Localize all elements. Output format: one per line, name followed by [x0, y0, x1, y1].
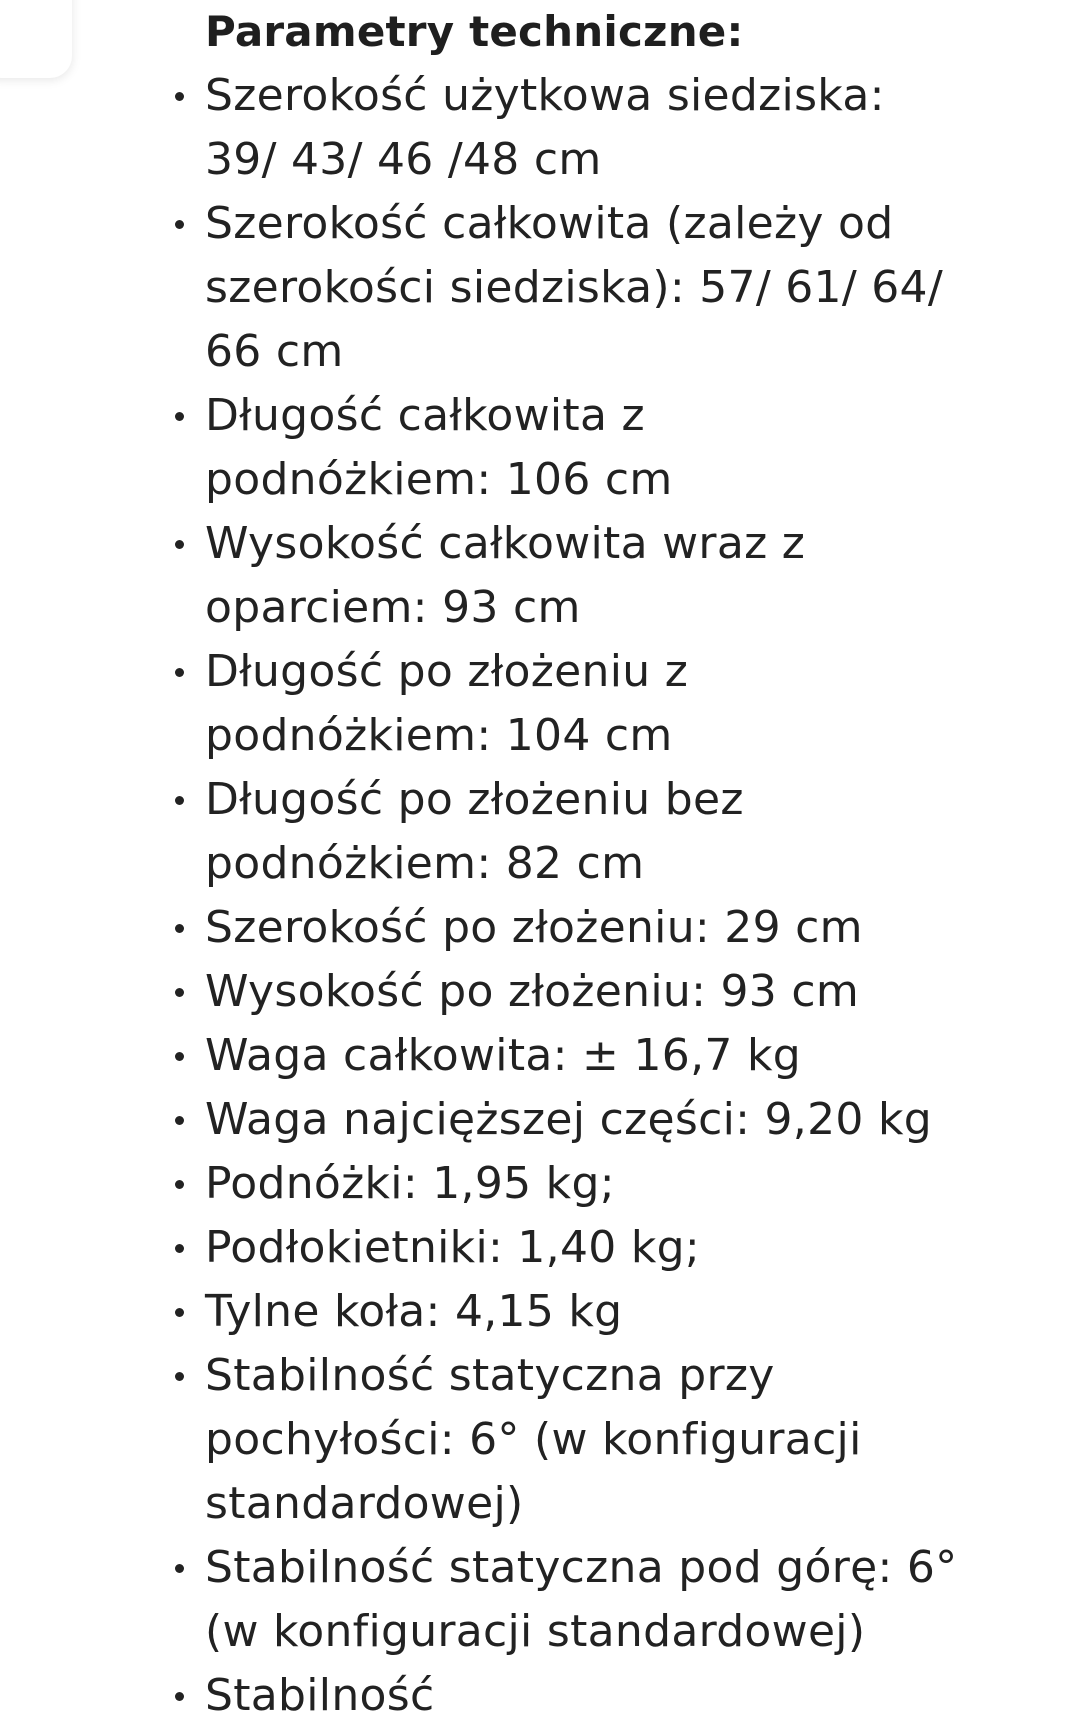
spec-text: Długość całkowita z podnóżkiem: 106 cm [205, 390, 673, 505]
spec-item [205, 960, 1065, 1024]
bullet-icon [175, 412, 184, 421]
bullet-icon [175, 540, 184, 549]
spec-text: Stabilność statyczna pod górę: 6° (w konfiguracji standardowej) [205, 1542, 958, 1657]
overflow-menu-button[interactable] [0, 0, 72, 78]
spec-item [205, 896, 1065, 960]
bullet-icon [175, 796, 184, 805]
technical-specs-section [205, 0, 1065, 1728]
spec-item [205, 1344, 1065, 1536]
spec-item [205, 192, 1065, 384]
bullet-icon [175, 220, 184, 229]
spec-text: Waga całkowita: ± 16,7 kg [205, 1030, 801, 1081]
spec-text: Waga najcięższej części: 9,20 kg [205, 1094, 932, 1145]
bullet-icon [175, 1116, 184, 1125]
spec-item [205, 1024, 1065, 1088]
spec-text: Szerokość po złożeniu: 29 cm [205, 902, 863, 953]
spec-text: Stabilność [205, 1670, 435, 1721]
spec-text: Podnóżki: 1,95 kg; [205, 1158, 615, 1209]
spec-text: Stabilność statyczna przy pochyłości: 6° (w konfiguracji standardowej) [205, 1350, 862, 1529]
spec-item [205, 1088, 1065, 1152]
spec-text: Szerokość całkowita (zależy od szerokości siedziska): 57/ 61/ 64/ 66 cm [205, 198, 943, 377]
spec-item [205, 768, 1065, 896]
spec-text: Wysokość całkowita wraz z oparciem: 93 cm [205, 518, 806, 633]
spec-item [205, 64, 1065, 192]
spec-item [205, 1152, 1065, 1216]
bullet-icon [175, 668, 184, 677]
spec-text: Podłokietniki: 1,40 kg; [205, 1222, 700, 1273]
bullet-icon [175, 1564, 184, 1573]
spec-text: Długość po złożeniu bez podnóżkiem: 82 cm [205, 774, 744, 889]
spec-item [205, 640, 1065, 768]
spec-list [205, 64, 1065, 1728]
bullet-icon [175, 988, 184, 997]
bullet-icon [175, 924, 184, 933]
bullet-icon [175, 92, 184, 101]
spec-text: Szerokość użytkowa siedziska: 39/ 43/ 46 /48 cm [205, 70, 885, 185]
spec-item [205, 1664, 1065, 1728]
spec-item [205, 384, 1065, 512]
bullet-icon [175, 1180, 184, 1189]
bullet-icon [175, 1244, 184, 1253]
bullet-icon [175, 1052, 184, 1061]
spec-item [205, 1216, 1065, 1280]
spec-item [205, 1280, 1065, 1344]
bullet-icon [175, 1372, 184, 1381]
spec-item [205, 512, 1065, 640]
bullet-icon [175, 1308, 184, 1317]
spec-text: Długość po złożeniu z podnóżkiem: 104 cm [205, 646, 689, 761]
section-title: Parametry techniczne: [205, 7, 744, 56]
spec-item [205, 1536, 1065, 1664]
bullet-icon [175, 1692, 184, 1701]
spec-text: Wysokość po złożeniu: 93 cm [205, 966, 860, 1017]
spec-text: Tylne koła: 4,15 kg [205, 1286, 623, 1337]
